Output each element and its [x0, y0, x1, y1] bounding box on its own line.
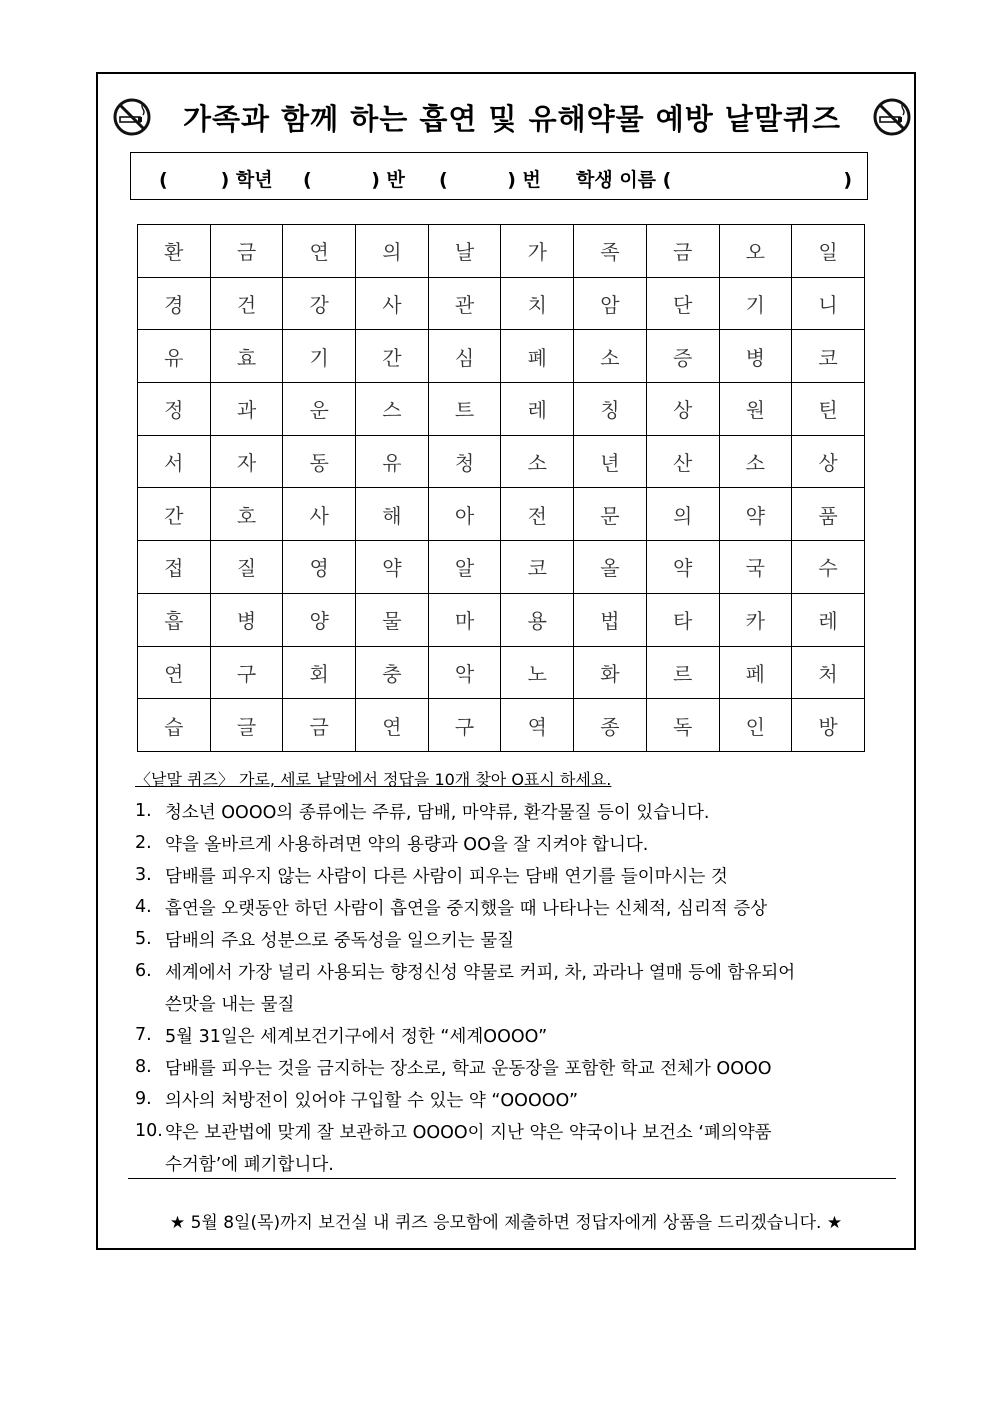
grid-cell[interactable]: 아: [428, 488, 501, 541]
grid-row: [138, 383, 865, 436]
grid-cell[interactable]: 약: [646, 541, 719, 594]
question-number: 2.: [135, 833, 152, 853]
grid-cell[interactable]: 인: [719, 699, 792, 752]
question-number: 9.: [135, 1089, 152, 1109]
question-text: 약은 보관법에 맞게 잘 보관하고 OOOO이 지난 약은 약국이나 보건소 ‘폐의약품: [165, 1122, 772, 1143]
question-number: 5.: [135, 929, 152, 949]
grid-cell[interactable]: 독: [646, 699, 719, 752]
grid-row: [138, 646, 865, 699]
no-smoking-icon: [112, 97, 152, 137]
grid-cell[interactable]: 충: [356, 646, 429, 699]
grid-cell[interactable]: 증: [646, 330, 719, 383]
grid-row: [138, 225, 865, 278]
grid-cell[interactable]: 효: [210, 330, 283, 383]
grid-cell[interactable]: 호: [210, 488, 283, 541]
grade-field[interactable]: ( ) 학년: [159, 169, 273, 191]
grid-cell[interactable]: 처: [792, 646, 865, 699]
grid-cell[interactable]: 회: [283, 646, 356, 699]
grid-cell[interactable]: 전: [501, 488, 574, 541]
question-text: 청소년 OOOO의 종류에는 주류, 담배, 마약류, 환각물질 등이 있습니다.: [165, 802, 710, 823]
grid-cell[interactable]: 족: [574, 225, 647, 278]
grid-cell[interactable]: 연: [356, 699, 429, 752]
grid-cell[interactable]: 건: [210, 277, 283, 330]
grid-row: [138, 277, 865, 330]
question-number: 6.: [135, 961, 152, 981]
grid-cell[interactable]: 사: [283, 488, 356, 541]
grid-cell[interactable]: 악: [428, 646, 501, 699]
question-list: [135, 795, 895, 1179]
question-text: 흡연을 오랫동안 하던 사람이 흡연을 중지했을 때 나타나는 신체적, 심리적 증상: [165, 898, 768, 919]
question-item: [135, 955, 895, 987]
grid-cell[interactable]: 습: [138, 699, 211, 752]
grid-cell[interactable]: 연: [138, 646, 211, 699]
grid-cell[interactable]: 강: [283, 277, 356, 330]
grid-cell[interactable]: 스: [356, 383, 429, 436]
grid-cell[interactable]: 병: [210, 593, 283, 646]
grid-cell[interactable]: 접: [138, 541, 211, 594]
grid-cell[interactable]: 간: [138, 488, 211, 541]
question-text: 약을 올바르게 사용하려면 약의 용량과 OO을 잘 지켜야 합니다.: [165, 834, 649, 855]
no-smoking-icon: [872, 97, 912, 137]
grid-cell[interactable]: 금: [210, 225, 283, 278]
grid-cell[interactable]: 사: [356, 277, 429, 330]
grid-cell[interactable]: 역: [501, 699, 574, 752]
question-item: [135, 795, 895, 827]
grid-cell[interactable]: 알: [428, 541, 501, 594]
grid-cell[interactable]: 금: [283, 699, 356, 752]
grid-cell[interactable]: 소: [501, 435, 574, 488]
question-text: 세계에서 가장 널리 사용되는 향정신성 약물로 커피, 차, 과라나 열매 등에 함유되어: [165, 962, 796, 983]
grid-cell[interactable]: 르: [646, 646, 719, 699]
grid-cell[interactable]: 경: [138, 277, 211, 330]
question-text: 의사의 처방전이 있어야 구입할 수 있는 약 “OOOOO”: [165, 1090, 579, 1111]
question-number: 8.: [135, 1057, 152, 1077]
grid-cell[interactable]: 품: [792, 488, 865, 541]
grid-row: [138, 541, 865, 594]
question-number: 4.: [135, 897, 152, 917]
grid-cell[interactable]: 산: [646, 435, 719, 488]
grid-cell[interactable]: 기: [283, 330, 356, 383]
grid-cell[interactable]: 페: [719, 646, 792, 699]
student-name-field[interactable]: 학생 이름 ( ): [576, 169, 852, 191]
question-number: 10.: [135, 1121, 163, 1141]
grid-cell[interactable]: 금: [646, 225, 719, 278]
grid-cell[interactable]: 상: [792, 435, 865, 488]
grid-cell[interactable]: 자: [210, 435, 283, 488]
grid-cell[interactable]: 폐: [501, 330, 574, 383]
question-number: 3.: [135, 865, 152, 885]
question-number: 1.: [135, 801, 152, 821]
grid-cell[interactable]: 올: [574, 541, 647, 594]
grid-row: [138, 699, 865, 752]
grid-cell[interactable]: 상: [646, 383, 719, 436]
grid-cell[interactable]: 코: [501, 541, 574, 594]
grid-cell[interactable]: 관: [428, 277, 501, 330]
grid-cell[interactable]: 원: [719, 383, 792, 436]
grid-cell[interactable]: 국: [719, 541, 792, 594]
question-item: [135, 859, 895, 891]
grid-cell[interactable]: 해: [356, 488, 429, 541]
grid-cell[interactable]: 소: [719, 435, 792, 488]
grid-cell[interactable]: 구: [428, 699, 501, 752]
grid-cell[interactable]: 청: [428, 435, 501, 488]
grid-cell[interactable]: 영: [283, 541, 356, 594]
grid-cell[interactable]: 가: [501, 225, 574, 278]
footer-notice: ★ 5월 8일(목)까지 보건실 내 퀴즈 응모함에 제출하면 정답자에게 상품을 드리겠습니다. ★: [169, 1213, 843, 1233]
grid-cell[interactable]: 화: [574, 646, 647, 699]
grid-cell[interactable]: 타: [646, 593, 719, 646]
grid-cell[interactable]: 동: [283, 435, 356, 488]
grid-row: [138, 435, 865, 488]
grid-cell[interactable]: 서: [138, 435, 211, 488]
question-text: 담배의 주요 성분으로 중독성을 일으키는 물질: [165, 930, 515, 951]
student-info-box: [130, 152, 868, 200]
grid-cell[interactable]: 글: [210, 699, 283, 752]
question-item: [135, 827, 895, 859]
grid-cell[interactable]: 트: [428, 383, 501, 436]
question-item: [135, 1051, 895, 1083]
grid-cell[interactable]: 틴: [792, 383, 865, 436]
grid-cell[interactable]: 수: [792, 541, 865, 594]
grid-cell[interactable]: 종: [574, 699, 647, 752]
grid-cell[interactable]: 과: [210, 383, 283, 436]
grid-cell[interactable]: 운: [283, 383, 356, 436]
number-field[interactable]: ( ) 번: [439, 169, 541, 191]
grid-row: [138, 593, 865, 646]
grid-cell[interactable]: 방: [792, 699, 865, 752]
grid-cell[interactable]: 소: [574, 330, 647, 383]
grid-cell[interactable]: 레: [792, 593, 865, 646]
grid-cell[interactable]: 노: [501, 646, 574, 699]
question-item: [135, 891, 895, 923]
grid-cell[interactable]: 암: [574, 277, 647, 330]
question-item: [135, 1115, 895, 1147]
question-item: [135, 1019, 895, 1051]
grid-cell[interactable]: 년: [574, 435, 647, 488]
question-text-continued: 쓴맛을 내는 물질: [165, 994, 295, 1015]
grid-cell[interactable]: 법: [574, 593, 647, 646]
grid-cell[interactable]: 간: [356, 330, 429, 383]
grid-cell[interactable]: 물: [356, 593, 429, 646]
grid-cell[interactable]: 연: [283, 225, 356, 278]
grid-cell[interactable]: 용: [501, 593, 574, 646]
grid-cell[interactable]: 레: [501, 383, 574, 436]
quiz-instruction: 〈낱말 퀴즈〉 가로, 세로 낱말에서 정답을 10개 찾아 O표시 하세요.: [135, 770, 612, 789]
grid-cell[interactable]: 약: [356, 541, 429, 594]
grid-cell[interactable]: 니: [792, 277, 865, 330]
grid-cell[interactable]: 칭: [574, 383, 647, 436]
question-item: [135, 1083, 895, 1115]
grid-cell[interactable]: 환: [138, 225, 211, 278]
grid-cell[interactable]: 유: [356, 435, 429, 488]
grid-cell[interactable]: 단: [646, 277, 719, 330]
grid-cell[interactable]: 의: [356, 225, 429, 278]
page-title: 가족과 함께 하는 흡연 및 유해약물 예방 낱말퀴즈: [183, 101, 841, 136]
grid-row: [138, 488, 865, 541]
grid-cell[interactable]: 문: [574, 488, 647, 541]
grid-cell[interactable]: 정: [138, 383, 211, 436]
question-text-continued: 수거함’에 폐기합니다.: [165, 1154, 334, 1175]
grid-cell[interactable]: 기: [719, 277, 792, 330]
grid-cell[interactable]: 코: [792, 330, 865, 383]
grid-cell[interactable]: 의: [646, 488, 719, 541]
grid-cell[interactable]: 질: [210, 541, 283, 594]
grid-cell[interactable]: 심: [428, 330, 501, 383]
question-item: [135, 923, 895, 955]
grid-cell[interactable]: 일: [792, 225, 865, 278]
grid-cell[interactable]: 양: [283, 593, 356, 646]
title-row: [112, 92, 912, 142]
question-text: 5월 31일은 세계보건기구에서 정한 “세계OOOO”: [165, 1026, 548, 1047]
grid-cell[interactable]: 병: [719, 330, 792, 383]
grid-cell[interactable]: 흡: [138, 593, 211, 646]
grid-cell[interactable]: 마: [428, 593, 501, 646]
grid-row: [138, 330, 865, 383]
grid-cell[interactable]: 약: [719, 488, 792, 541]
grid-cell[interactable]: 유: [138, 330, 211, 383]
class-field[interactable]: ( ) 반: [303, 169, 405, 191]
grid-cell[interactable]: 치: [501, 277, 574, 330]
divider: [128, 1178, 896, 1179]
question-text: 담배를 피우지 않는 사람이 다른 사람이 피우는 담배 연기를 들이마시는 것: [165, 866, 728, 887]
question-text: 담배를 피우는 것을 금지하는 장소로, 학교 운동장을 포함한 학교 전체가 OOOO: [165, 1058, 772, 1079]
question-number: 7.: [135, 1025, 152, 1045]
grid-cell[interactable]: 구: [210, 646, 283, 699]
grid-cell[interactable]: 날: [428, 225, 501, 278]
grid-cell[interactable]: 카: [719, 593, 792, 646]
word-search-grid: [137, 224, 865, 752]
grid-cell[interactable]: 오: [719, 225, 792, 278]
